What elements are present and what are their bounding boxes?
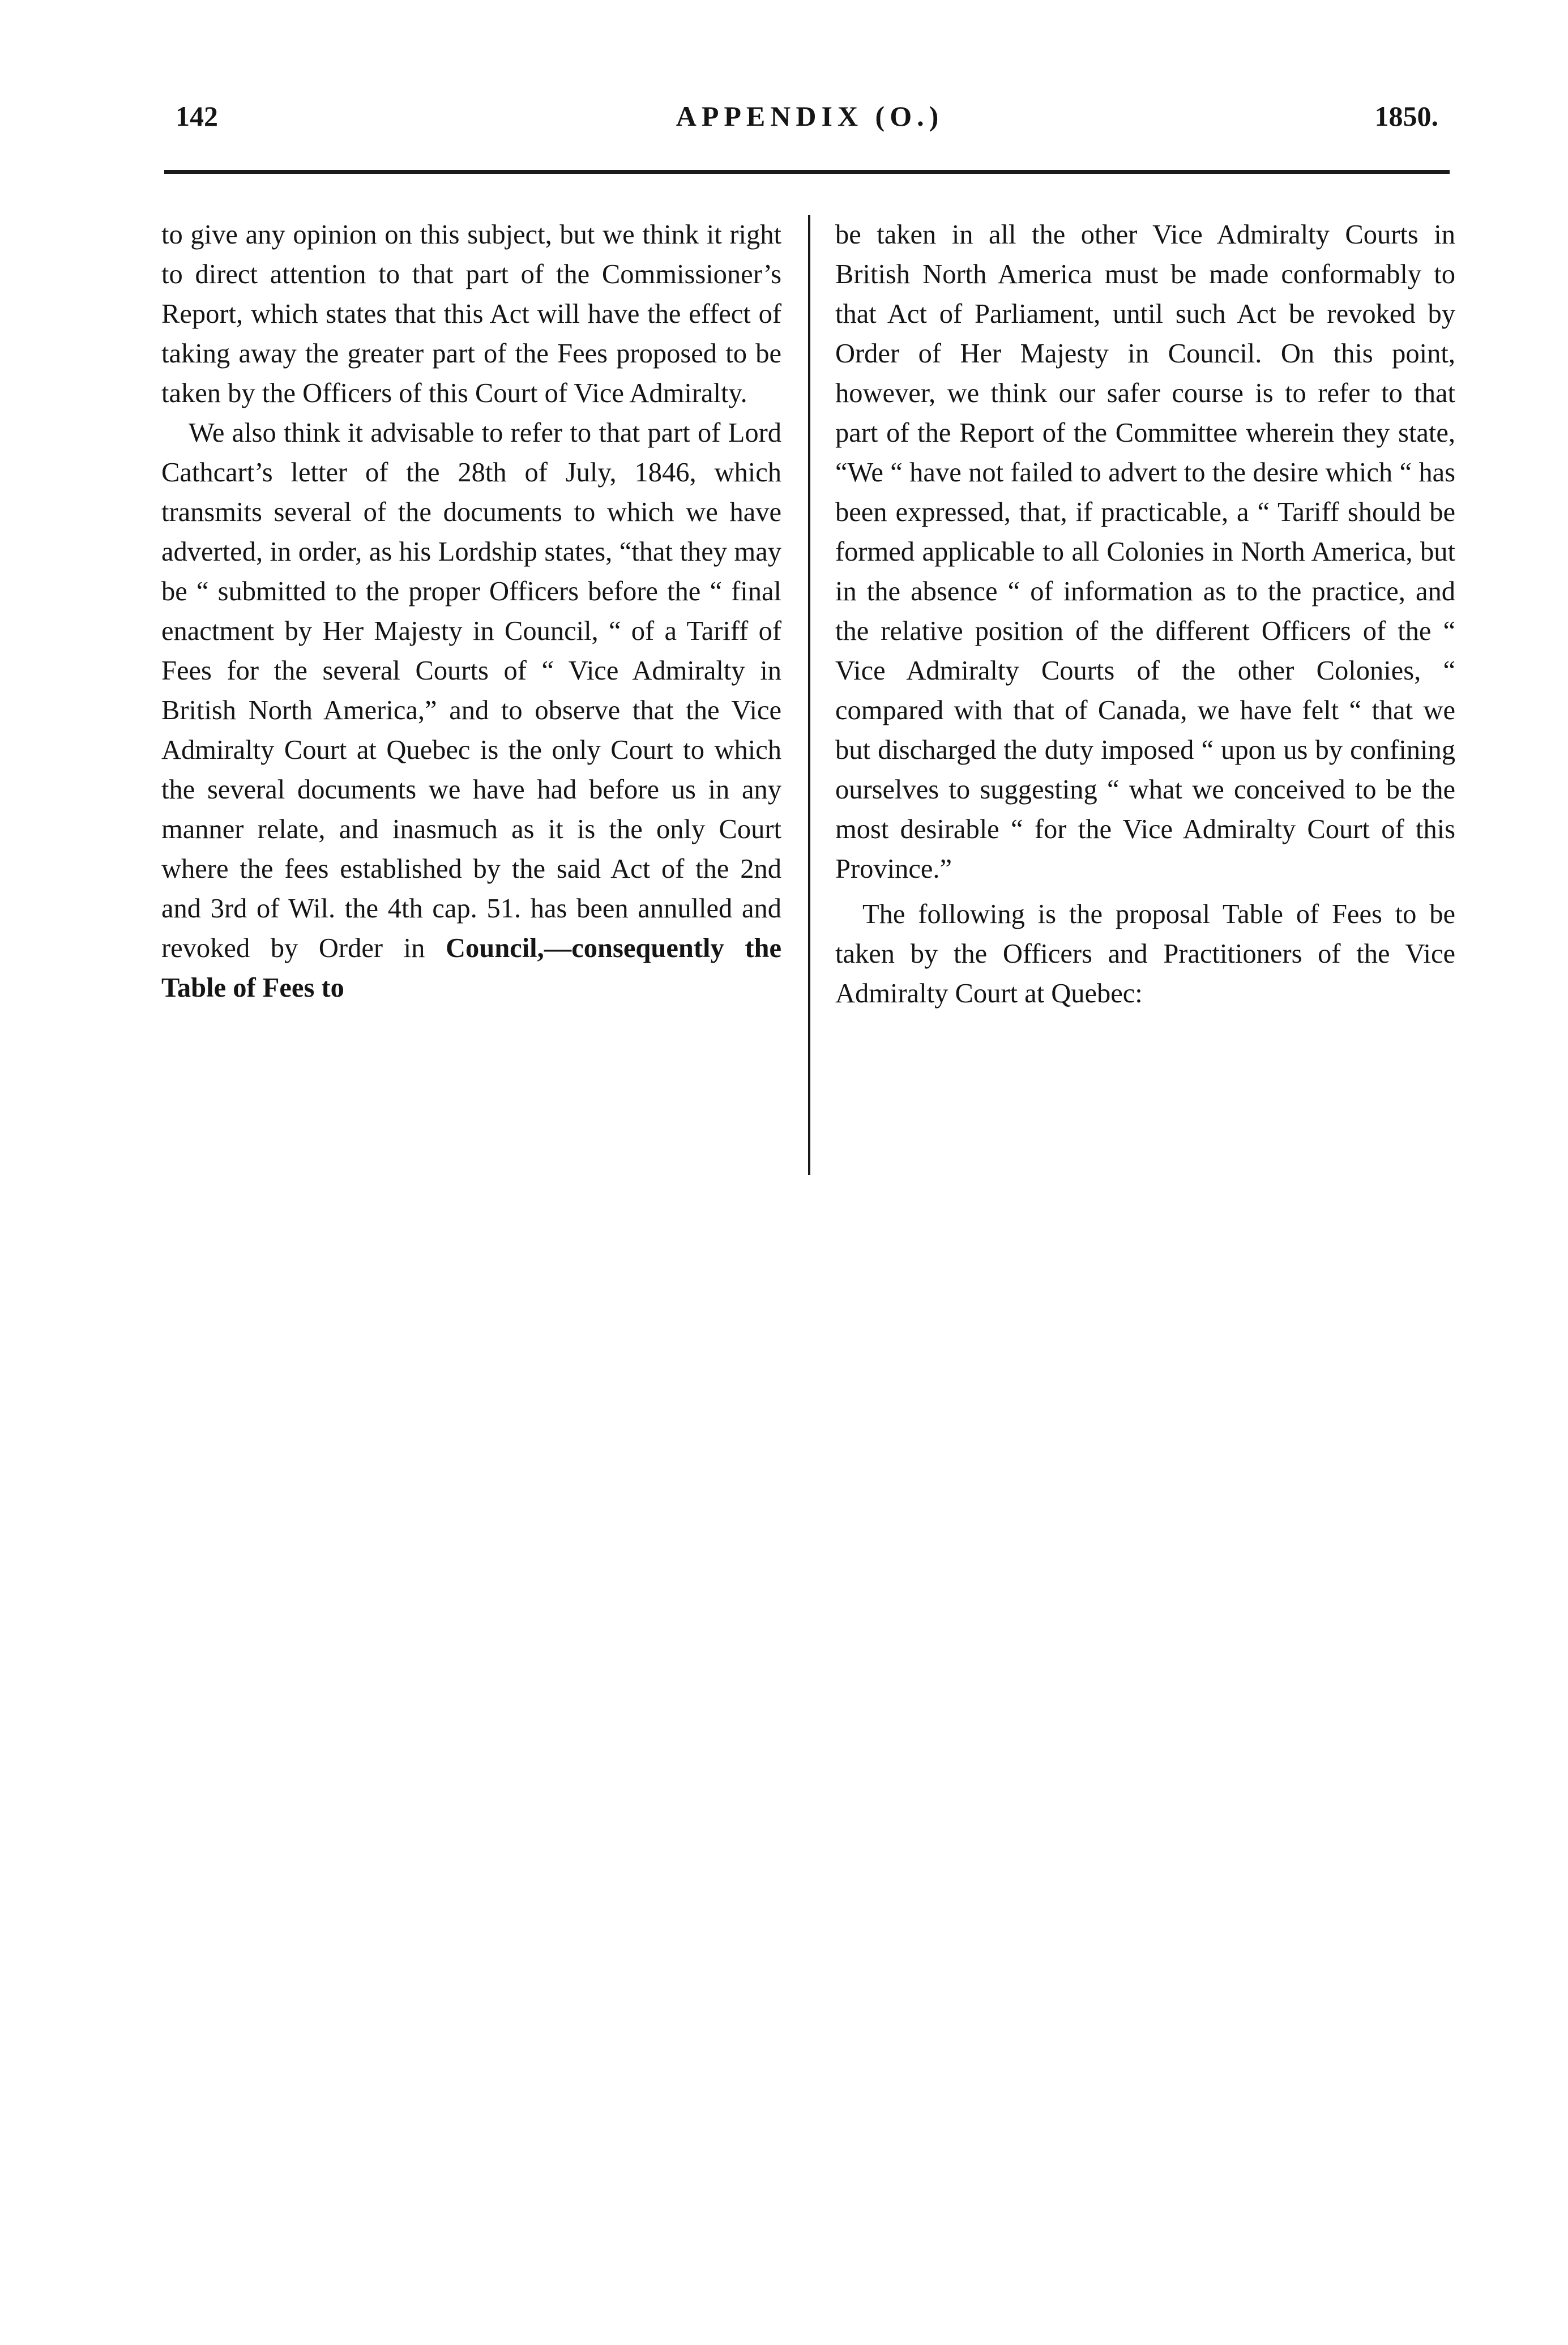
left-paragraph-2-tail: Council,—consequently the Table of Fees to [161, 933, 782, 1003]
page-number: 142 [176, 100, 218, 132]
left-column [161, 215, 781, 1008]
right-paragraph-2: The following is the proposal Table of Fees to be taken by the Officers and Practitioners of the Vice Admiralty Court at Quebec: [835, 899, 1455, 1009]
right-paragraph-1: be taken in all the other Vice Admiralty Courts in British North America must be made conformably to that Act of Parliament, until such Act be revoked by Order of Her Majesty in Council. On this point, however, we think our safer course is to refer to that part of the Report of the Committee wherein they state, “We “ have not failed to advert to the desire which “ has been expressed, that, if practicable, a “ Tariff should be formed applicable to all Colonies in North America, but in the absence “ of information as to the practice, and the relative position of the different Officers of the “ Vice Admiralty Courts of the other Colonies, “ compared with that of Canada, we have felt “ that we but discharged the duty imposed “ upon us by confining ourselves to suggesting “ what we conceived to be the most desirable “ for the Vice Admiralty Court of this Province.” [835, 220, 1455, 884]
header-rule [164, 170, 1450, 174]
left-paragraph-2 [161, 413, 781, 1008]
right-column [835, 215, 1455, 1014]
page-header [164, 91, 1455, 142]
page-year: 1850. [1374, 100, 1438, 132]
left-paragraph-1: to give any opinion on this subject, but we think it right to direct attention to that part of the Commissioner’s Report, which states that this Act will have the effect of taking away the greater part of the Fees proposed to be taken by the Officers of this Court of Vice Admiralty. [161, 220, 781, 408]
running-title: APPENDIX (O.) [676, 100, 944, 132]
column-divider [808, 215, 810, 1175]
left-paragraph-2-text: We also think it advisable to refer to that part of Lord Cathcart’s letter of the 28th of July, 1846, which transmits several of the documents to which we have adverted, in order, as his Lordship states, “that they may be “ submitted to the proper Officers before the “ final enactment by Her Majesty in Council, “ of a Tariff of Fees for the several Courts of “ Vice Admiralty in British North America,” and to observe that the Vice Admiralty Court at Quebec is the only Court to which the several documents we have had before us in any manner relate, and inasmuch as it is the only Court where the fees established by the said Act of the 2nd and 3rd of Wil. the 4th cap. 51. has been annulled and revoked by Order in [161, 418, 781, 963]
